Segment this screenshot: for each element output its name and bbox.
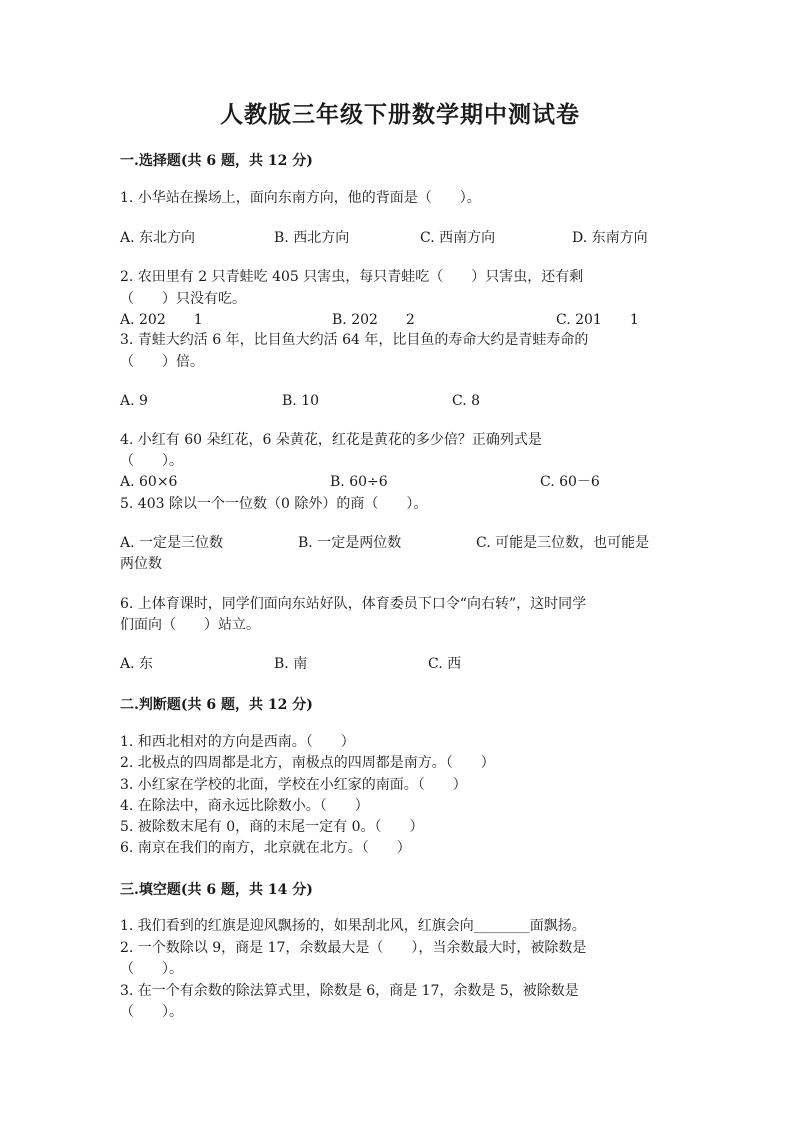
option-a: A. 202 1 bbox=[120, 312, 203, 328]
fill-in-item: 3. 在一个有余数的除法算式里，除数是 6，商是 17，余数是 5，被除数是 bbox=[120, 983, 579, 999]
question-text: （ ）倍。 bbox=[120, 354, 204, 370]
option-c: C. 8 bbox=[452, 393, 481, 409]
option-a: A. 9 bbox=[120, 393, 148, 409]
option-b: B. 60÷6 bbox=[330, 474, 388, 490]
question-text: 2. 农田里有 2 只青蛙吃 405 只害虫，每只青蛙吃（ ）只害虫，还有剩 bbox=[120, 269, 584, 285]
section-heading-judgement: 二.判断题(共 6 题，共 12 分) bbox=[120, 697, 313, 713]
section-heading-choice: 一.选择题(共 6 题，共 12 分) bbox=[120, 153, 313, 169]
question-text: 6. 上体育课时，同学们面向东站好队，体育委员下口令“向右转”，这时同学 bbox=[120, 596, 587, 612]
judgement-item: 1. 和西北相对的方向是西南。（ ） bbox=[120, 734, 355, 750]
judgement-item: 5. 被除数末尾有 0，商的末尾一定有 0。（ ） bbox=[120, 819, 424, 835]
judgement-item: 4. 在除法中，商永远比除数小。（ ） bbox=[120, 798, 369, 814]
option-c: C. 201 1 bbox=[556, 312, 639, 328]
question-text: 5. 403 除以一个一位数（0 除外）的商（ ）。 bbox=[120, 496, 428, 512]
judgement-item: 6. 南京在我们的南方，北京就在北方。（ ） bbox=[120, 840, 411, 856]
fill-in-item: 2. 一个数除以 9，商是 17，余数最大是（ ），当余数最大时，被除数是 bbox=[120, 940, 587, 956]
option-b: B. 一定是两位数 bbox=[298, 535, 402, 551]
option-c: C. 60－6 bbox=[540, 474, 600, 490]
fill-in-item: 1. 我们看到的红旗是迎风飘扬的，如果刮北风，红旗会向________面飘扬。 bbox=[120, 918, 586, 934]
option-c-continued: 两位数 bbox=[120, 556, 162, 572]
option-d: D. 东南方向 bbox=[572, 230, 648, 246]
option-b: B. 西北方向 bbox=[274, 230, 350, 246]
option-a: A. 60×6 bbox=[120, 474, 178, 490]
question-text: 1. 小华站在操场上，面向东南方向，他的背面是（ ）。 bbox=[120, 190, 481, 206]
question-text: 们面向（ ）站立。 bbox=[120, 617, 260, 633]
option-c: C. 西南方向 bbox=[420, 230, 496, 246]
judgement-item: 2. 北极点的四周都是北方，南极点的四周都是南方。（ ） bbox=[120, 755, 495, 771]
option-a: A. 一定是三位数 bbox=[120, 535, 224, 551]
option-b: B. 10 bbox=[282, 393, 320, 409]
option-b: B. 南 bbox=[274, 656, 308, 672]
section-heading-fill-in: 三.填空题(共 6 题，共 14 分) bbox=[120, 882, 313, 898]
option-c: C. 西 bbox=[428, 656, 462, 672]
option-a: A. 东北方向 bbox=[120, 230, 196, 246]
option-a: A. 东 bbox=[120, 656, 154, 672]
fill-in-item: （ ）。 bbox=[120, 961, 183, 977]
option-b: B. 202 2 bbox=[332, 312, 415, 328]
judgement-item: 3. 小红家在学校的北面，学校在小红家的南面。（ ） bbox=[120, 777, 467, 793]
option-c: C. 可能是三位数，也可能是 bbox=[476, 535, 650, 551]
question-text: 4. 小红有 60 朵红花，6 朵黄花，红花是黄花的多少倍？正确列式是 bbox=[120, 432, 542, 448]
fill-in-item: （ ）。 bbox=[120, 1004, 183, 1020]
question-text: （ ）只没有吃。 bbox=[120, 291, 246, 307]
question-text: （ ）。 bbox=[120, 453, 183, 469]
question-text: 3. 青蛙大约活 6 年，比目鱼大约活 64 年，比目鱼的寿命大约是青蛙寿命的 bbox=[120, 332, 589, 348]
page-title: 人教版三年级下册数学期中测试卷 bbox=[220, 101, 580, 128]
